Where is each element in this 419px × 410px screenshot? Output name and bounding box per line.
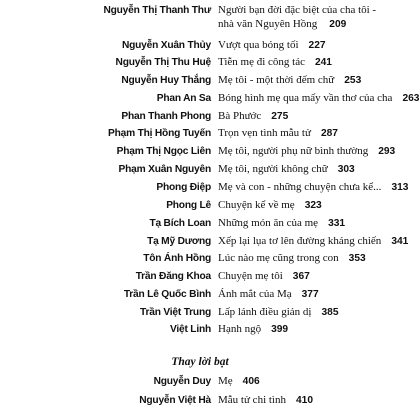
toc-entry xyxy=(0,0,400,20)
entry-page: 399 xyxy=(271,324,289,335)
toc-entry xyxy=(0,371,400,391)
entry-author: Phạm Thị Ngọc Liên xyxy=(116,145,211,157)
entry-page: 275 xyxy=(271,111,289,122)
entry-page: 227 xyxy=(308,40,326,51)
entry-title: Chuyện mẹ tôi xyxy=(218,270,283,282)
entry-title: Trọn vẹn tình mẫu tử xyxy=(218,127,311,139)
toc-entry xyxy=(0,88,419,108)
entry-page: 287 xyxy=(320,128,338,139)
entry-page: 385 xyxy=(321,307,339,318)
entry-title: Tiễn mẹ đi công tác xyxy=(218,56,305,68)
entry-author: Phong Điệp xyxy=(156,181,211,193)
entry-title: Lấp lánh điều giản dị xyxy=(218,306,312,318)
entry-page: 406 xyxy=(242,376,260,387)
entry-title: Mẫu tử chi tình xyxy=(218,394,286,406)
entry-author: Nguyễn Thị Thu Huệ xyxy=(115,56,211,68)
entry-page: 377 xyxy=(301,289,319,300)
entry-page: 410 xyxy=(295,395,313,406)
toc-entry xyxy=(0,248,400,268)
entry-title-continuation: nhà văn Nguyên Hồng xyxy=(218,18,318,30)
section-heading: Thay lời bạt xyxy=(171,356,229,368)
toc-entry xyxy=(0,70,400,90)
entry-author: Tạ Bích Loan xyxy=(149,217,211,229)
entry-page: 263 xyxy=(402,93,419,104)
entry-author: Phong Lê xyxy=(166,199,211,211)
entry-title: Mẹ tôi - một thời đếm chữ xyxy=(218,74,335,86)
entry-page: 293 xyxy=(378,146,396,157)
entry-page: 341 xyxy=(391,236,409,247)
entry-author: Tôn Ánh Hồng xyxy=(143,252,211,264)
entry-author: Nguyễn Xuân Thủy xyxy=(121,39,211,51)
entry-author: Nguyễn Huy Thắng xyxy=(121,74,211,86)
entry-author: Trần Lê Quốc Bình xyxy=(123,288,211,300)
entry-title: Bà Phước xyxy=(218,110,262,122)
toc-entry xyxy=(0,213,400,233)
toc-entry xyxy=(0,390,400,410)
entry-title: Xếp lại lụa tơ lên đường kháng chiến xyxy=(218,235,382,247)
entry-page: 367 xyxy=(292,271,310,282)
entry-author: Nguyễn Việt Hà xyxy=(139,394,211,406)
entry-author: Phạm Xuân Nguyên xyxy=(118,163,211,175)
toc-entry xyxy=(0,159,400,179)
entry-title: Vượt qua bóng tối xyxy=(218,39,299,51)
entry-author: Phan Thanh Phong xyxy=(121,110,211,122)
toc-entry xyxy=(0,319,400,339)
toc-entry xyxy=(0,266,400,286)
toc-entry-continuation xyxy=(218,18,346,30)
entry-page: 353 xyxy=(348,253,366,264)
entry-page: 253 xyxy=(344,75,362,86)
entry-author: Tạ Mỹ Dương xyxy=(147,235,211,247)
entry-author: Phan An Sa xyxy=(156,92,211,104)
entry-title: Hạnh ngộ xyxy=(218,323,262,335)
entry-title: Những món ăn của mẹ xyxy=(218,217,319,229)
toc-entry xyxy=(0,141,400,161)
entry-title: Mẹ và con - những chuyện chưa kể... xyxy=(218,181,382,193)
entry-title: Chuyện kể về mẹ xyxy=(218,199,295,211)
entry-title: Mẹ tôi, người phụ nữ bình thường xyxy=(218,145,369,157)
entry-author: Việt Linh xyxy=(169,323,211,335)
toc-entry xyxy=(0,123,400,143)
entry-author: Phạm Thị Hồng Tuyến xyxy=(108,127,211,139)
entry-author: Nguyễn Duy xyxy=(153,375,211,387)
entry-title: Ánh mắt của Mạ xyxy=(218,288,292,300)
entry-page: 241 xyxy=(314,57,332,68)
entry-title: Người bạn đời đặc biệt của cha tôi - xyxy=(218,4,377,16)
entry-page: 209 xyxy=(329,19,347,30)
entry-title: Lúc nào mẹ cũng trong con xyxy=(218,252,339,264)
entry-page: 313 xyxy=(391,182,409,193)
entry-author: Trần Việt Trung xyxy=(140,306,211,318)
toc-entry xyxy=(0,177,409,197)
toc-entry xyxy=(0,284,400,304)
entry-page: 303 xyxy=(337,164,355,175)
toc-entry xyxy=(0,52,400,72)
entry-author: Nguyễn Thị Thanh Thư xyxy=(103,4,211,16)
entry-page: 331 xyxy=(328,218,346,229)
toc-entry xyxy=(0,195,400,215)
entry-title: Mẹ tôi, người không chữ xyxy=(218,163,328,175)
entry-author: Trần Đăng Khoa xyxy=(135,270,211,282)
entry-page: 323 xyxy=(304,200,322,211)
entry-title: Mẹ xyxy=(218,375,233,387)
entry-title: Bóng hình mẹ qua mấy vần thơ của cha xyxy=(218,92,393,104)
